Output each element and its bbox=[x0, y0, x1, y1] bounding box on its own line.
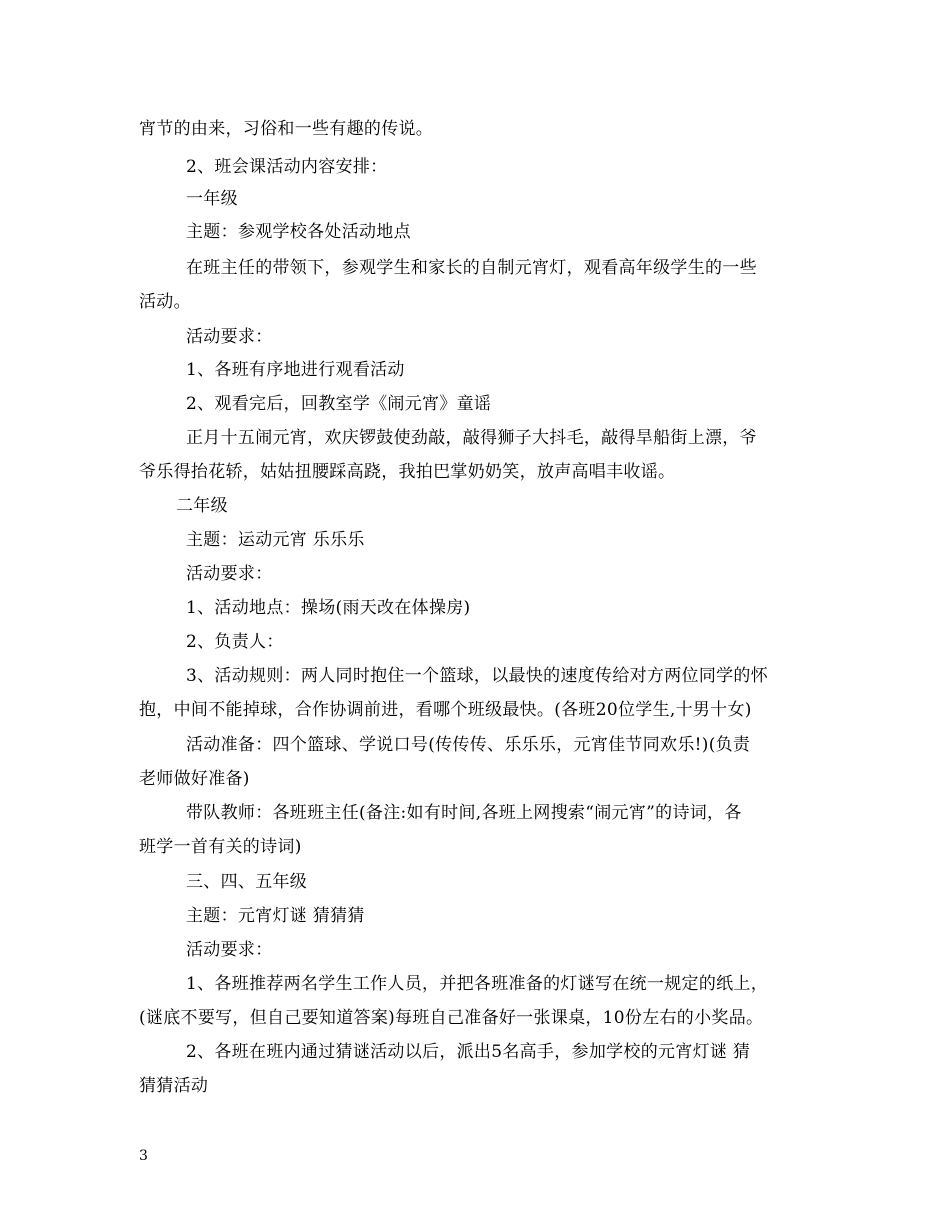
paragraph-line: 正月十五闹元宵，欢庆锣鼓使劲敲，敲得狮子大抖毛，敲得旱船街上漂，爷 bbox=[186, 428, 757, 448]
list-item: 2、负责人： bbox=[186, 632, 284, 652]
paragraph-line: 宵节的由来，习俗和一些有趣的传说。 bbox=[139, 119, 434, 139]
paragraph-line: 活动准备：四个篮球、学说口号(传传传、乐乐乐，元宵佳节同欢乐!)(负责 bbox=[186, 735, 751, 755]
list-item: 3、活动规则：两人同时抱住一个篮球，以最快的速度传给对方两位同学的怀 bbox=[186, 666, 769, 686]
list-item: 2、观看完后，回教室学《闹元宵》童谣 bbox=[186, 394, 492, 414]
list-item: 1、各班有序地进行观看活动 bbox=[186, 360, 405, 380]
page-number: 3 bbox=[139, 1148, 148, 1164]
list-item: 1、各班推荐两名学生工作人员，并把各班准备的灯谜写在统一规定的纸上， bbox=[186, 974, 769, 994]
theme-line: 主题：元宵灯谜 猜猜猜 bbox=[186, 906, 365, 926]
requirements-heading: 活动要求： bbox=[186, 564, 273, 584]
paragraph-line: 带队教师：各班班主任(备注:如有时间,各班上网搜索“闹元宵”的诗词，各 bbox=[186, 803, 742, 823]
list-item: 2、各班在班内通过猜谜活动以后，派出5名高手，参加学校的元宵灯谜 猜 bbox=[186, 1042, 751, 1062]
paragraph-line: 爷乐得抬花轿，姑姑扭腰踩高跷，我拍巴掌奶奶笑，放声高唱丰收谣。 bbox=[139, 462, 676, 482]
theme-line: 主题：参观学校各处活动地点 bbox=[186, 222, 411, 242]
requirements-heading: 活动要求： bbox=[186, 940, 273, 960]
paragraph-line: 在班主任的带领下，参观学生和家长的自制元宵灯，观看高年级学生的一些 bbox=[186, 258, 757, 278]
paragraph-line: (谜底不要写，但自己要知道答案)每班自己准备好一张课桌，10份左右的小奖品。 bbox=[139, 1008, 764, 1028]
requirements-heading: 活动要求： bbox=[186, 327, 273, 347]
paragraph-line: 抱，中间不能掉球，合作协调前进，看哪个班级最快。(各班20位学生,十男十女) bbox=[139, 700, 752, 720]
grade-heading: 一年级 bbox=[186, 189, 238, 209]
grade-heading: 三、四、五年级 bbox=[186, 872, 308, 892]
paragraph-line: 班学一首有关的诗词) bbox=[139, 837, 302, 857]
list-item: 1、活动地点：操场(雨天改在体操房) bbox=[186, 598, 471, 618]
paragraph-line: 猜猜活动 bbox=[139, 1076, 209, 1096]
grade-heading: 二年级 bbox=[176, 496, 228, 516]
theme-line: 主题：运动元宵 乐乐乐 bbox=[186, 530, 365, 550]
section-heading: 2、班会课活动内容安排： bbox=[186, 157, 388, 177]
paragraph-line: 活动。 bbox=[139, 292, 191, 312]
paragraph-line: 老师做好准备) bbox=[139, 769, 250, 789]
